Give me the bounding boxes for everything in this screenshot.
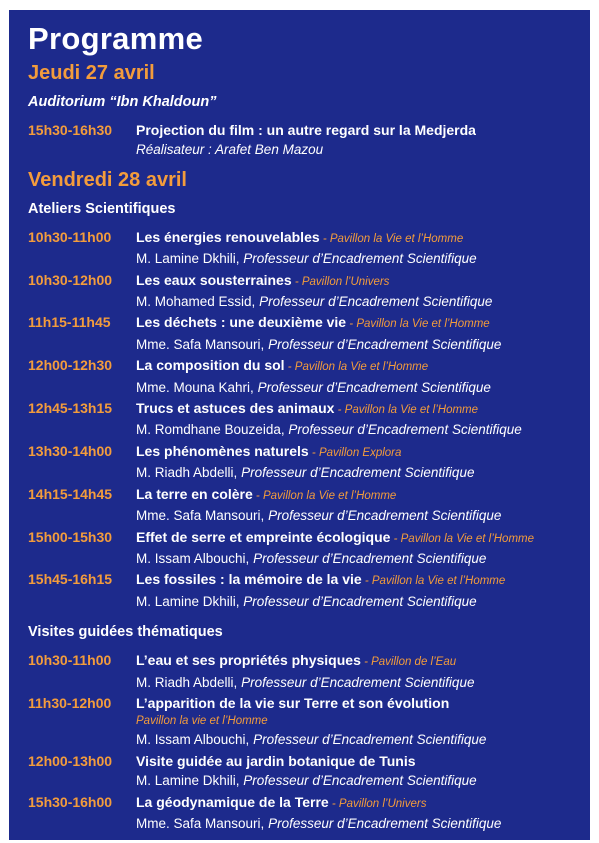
presenter-role: Professeur d’Encadrement Scientifique — [268, 336, 502, 352]
presenter-role: Professeur d’Encadrement Scientifique — [257, 379, 491, 395]
presenter-line — [28, 420, 590, 440]
schedule-time: 10h30-11h00 — [28, 652, 112, 669]
presenter-role: Professeur d’Encadrement Scientifique — [241, 465, 475, 481]
schedule-location: - Pavillon la Vie et l’Homme — [346, 318, 490, 331]
ateliers-heading: Ateliers Scientifiques — [28, 200, 176, 217]
presenter-name: M. Lamine Dkhili, — [136, 251, 240, 267]
event-credit: Réalisateur : Arafet Ben Mazou — [136, 142, 324, 158]
presenter-line — [28, 549, 590, 569]
schedule-title: Effet de serre et empreinte écologique — [136, 528, 391, 545]
presenter-line — [28, 249, 590, 269]
schedule-location: - Pavillon de l’Eau — [360, 656, 457, 669]
presenter-role: Professeur d’Encadrement Scientifique — [268, 508, 502, 524]
schedule-title: L’apparition de la vie sur Terre et son évolution — [136, 694, 450, 711]
schedule-time: 11h30-12h00 — [28, 694, 112, 711]
schedule-time: 12h45-13h15 — [28, 400, 113, 417]
schedule-title: L’eau et ses propriétés physiques — [136, 652, 361, 669]
schedule-location: - Pavillon Explora — [308, 446, 402, 459]
presenter-name: Mme. Mouna Kahri, — [136, 379, 254, 395]
visites-list — [28, 650, 590, 834]
ateliers-list — [28, 227, 590, 612]
schedule-time: 15h00-15h30 — [28, 528, 113, 545]
schedule-location: Pavillon la vie et l’Homme — [136, 715, 268, 728]
schedule-row — [28, 312, 590, 334]
schedule-row — [28, 693, 590, 713]
presenter-name: M. Riadh Abdelli, — [136, 674, 238, 690]
schedule-time: 10h30-11h00 — [28, 228, 112, 245]
schedule-title: La terre en colère — [136, 485, 253, 502]
schedule-title: Les énergies renouvelables — [136, 228, 320, 245]
schedule-row — [28, 227, 590, 249]
schedule-location: - Pavillon la Vie et l’Homme — [319, 232, 464, 245]
schedule-row — [28, 441, 590, 463]
presenter-role: Professeur d’Encadrement Scientifique — [243, 773, 477, 789]
day-heading-friday: Vendredi 28 avril — [28, 168, 187, 191]
presenter-line — [28, 378, 590, 398]
presenter-name: M. Issam Albouchi, — [136, 732, 250, 748]
presenter-role: Professeur d’Encadrement Scientifique — [268, 815, 502, 831]
schedule-row — [28, 270, 590, 292]
schedule-time: 12h00-12h30 — [28, 357, 113, 374]
screening-row — [28, 120, 590, 140]
schedule-time: 13h30-14h00 — [28, 442, 113, 459]
schedule-location: - Pavillon la Vie et l’Homme — [284, 361, 429, 374]
schedule-title: Les eaux sousterraines — [136, 271, 292, 288]
schedule-title: Les fossiles : la mémoire de la vie — [136, 571, 362, 588]
presenter-name: Mme. Safa Mansouri, — [136, 815, 265, 831]
schedule-row — [28, 484, 590, 506]
presenter-line — [28, 335, 590, 355]
schedule-row — [28, 792, 590, 814]
page-title: Programme — [28, 21, 203, 56]
event-title: Projection du film : un autre regard sur la Medjerda — [136, 122, 476, 138]
schedule-title: Les phénomènes naturels — [136, 442, 309, 459]
presenter-line — [28, 771, 590, 791]
presenter-role: Professeur d’Encadrement Scientifique — [253, 732, 487, 748]
presenter-line — [28, 592, 590, 612]
schedule-row — [28, 398, 590, 420]
presenter-line — [28, 814, 590, 834]
schedule-time: 12h00-13h00 — [28, 752, 113, 769]
schedule-title: La géodynamique de la Terre — [136, 793, 329, 810]
programme-page — [9, 10, 590, 840]
schedule-time: 11h15-11h45 — [28, 314, 111, 331]
venue-heading: Auditorium “Ibn Khaldoun” — [28, 94, 217, 110]
presenter-role: Professeur d’Encadrement Scientifique — [243, 251, 477, 267]
presenter-name: Mme. Safa Mansouri, — [136, 508, 265, 524]
schedule-title: La composition du sol — [136, 357, 285, 374]
visites-heading: Visites guidées thématiques — [28, 624, 223, 641]
schedule-time: 15h30-16h00 — [28, 793, 113, 810]
presenter-role: Professeur d’Encadrement Scientifique — [288, 422, 522, 438]
schedule-time: 15h45-16h15 — [28, 571, 113, 588]
schedule-row — [28, 650, 590, 672]
schedule-title: Les déchets : une deuxième vie — [136, 314, 347, 331]
presenter-line — [28, 292, 590, 312]
schedule-row — [28, 751, 590, 771]
presenter-line — [28, 673, 590, 693]
schedule-location: - Pavillon l’Univers — [328, 797, 427, 810]
presenter-role: Professeur d’Encadrement Scientifique — [241, 674, 475, 690]
schedule-location: - Pavillon la Vie et l’Homme — [334, 404, 479, 417]
schedule-location: - Pavillon la Vie et l’Homme — [390, 532, 534, 545]
presenter-line — [28, 463, 590, 483]
schedule-time: 10h30-12h00 — [28, 271, 113, 288]
schedule-row — [28, 355, 590, 377]
presenter-role: Professeur d’Encadrement Scientifique — [243, 593, 477, 609]
schedule-row — [28, 527, 590, 549]
schedule-location: - Pavillon la Vie et l’Homme — [252, 489, 397, 502]
day-heading-thursday: Jeudi 27 avril — [28, 62, 155, 84]
schedule-title: Visite guidée au jardin botanique de Tunis — [136, 752, 416, 769]
presenter-name: M. Mohamed Essid, — [136, 294, 256, 310]
schedule-row — [28, 569, 590, 591]
schedule-location: - Pavillon la Vie et l’Homme — [361, 575, 506, 588]
presenter-name: M. Issam Albouchi, — [136, 550, 250, 566]
presenter-line — [28, 506, 590, 526]
presenter-role: Professeur d’Encadrement Scientifique — [253, 550, 487, 566]
schedule-title: Trucs et astuces des animaux — [136, 400, 335, 417]
presenter-line — [28, 730, 590, 750]
presenter-name: M. Lamine Dkhili, — [136, 593, 240, 609]
presenter-name: Mme. Safa Mansouri, — [136, 336, 265, 352]
presenter-role: Professeur d’Encadrement Scientifique — [259, 294, 493, 310]
event-time: 15h30-16h30 — [28, 122, 113, 138]
schedule-location: - Pavillon l’Univers — [291, 275, 390, 288]
presenter-name: M. Romdhane Bouzeida, — [136, 422, 285, 438]
presenter-name: M. Riadh Abdelli, — [136, 465, 238, 481]
presenter-name: M. Lamine Dkhili, — [136, 773, 240, 789]
schedule-time: 14h15-14h45 — [28, 485, 113, 502]
